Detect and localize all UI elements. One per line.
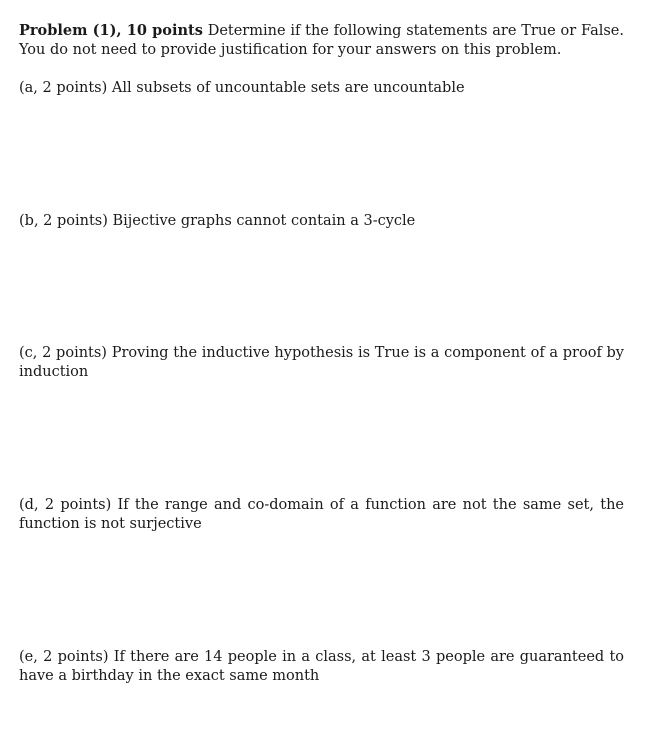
question-d-label: (d, 2 points)	[19, 497, 112, 513]
question-e	[19, 648, 624, 686]
question-d	[19, 496, 624, 534]
question-a	[19, 79, 624, 98]
question-a-label: (a, 2 points)	[19, 80, 108, 96]
question-d-text: If the range and co-domain of a function are not the same set, the function is not surjective	[19, 497, 625, 532]
question-b-label: (b, 2 points)	[19, 213, 108, 229]
question-b-text: Bijective graphs cannot contain a 3-cycle	[112, 213, 416, 229]
problem-intro	[19, 21, 624, 60]
problem-instructions: Determine if the following statements are True or False. You do not need to provide justification for your answers on this problem.	[19, 23, 624, 58]
question-c-label: (c, 2 points)	[19, 345, 107, 361]
question-c	[19, 344, 624, 382]
question-a-text: All subsets of uncountable sets are uncountable	[111, 80, 465, 96]
problem-heading: Problem (1), 10 points	[19, 22, 203, 39]
question-e-text: If there are 14 people in a class, at least 3 people are guaranteed to have a birthday in the exact same month	[19, 649, 624, 684]
question-e-label: (e, 2 points)	[19, 649, 109, 665]
question-b	[19, 212, 624, 231]
question-c-text: Proving the inductive hypothesis is True is a component of a proof by induction	[19, 345, 625, 380]
